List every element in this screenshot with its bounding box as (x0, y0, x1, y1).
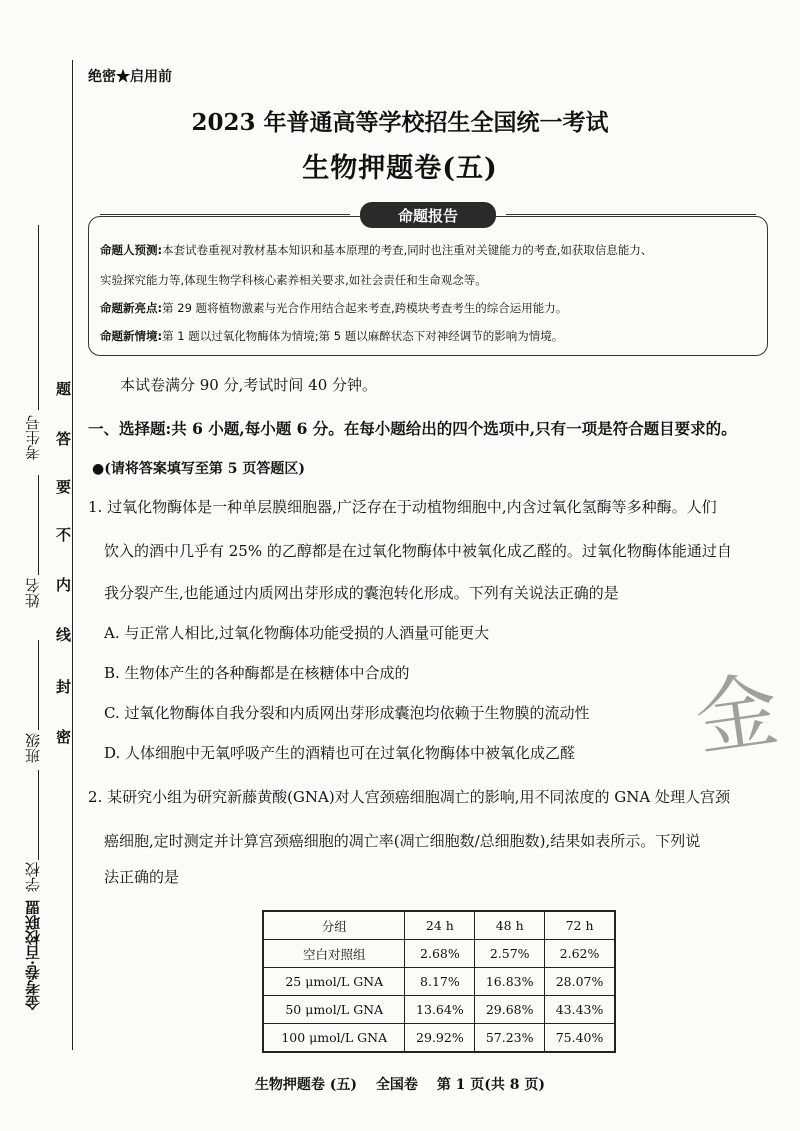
report-tab-label: 命题报告 (397, 206, 458, 225)
exam-title: 2023 年普通高等学校招生全国统一考试 (191, 109, 609, 136)
q1-option-c: C. 过氧化物酶体自我分裂和内质网出芽形成囊泡均依赖于生物膜的流动性 (104, 704, 590, 722)
report-text: 第 1 题以过氧化物酶体为情境;第 5 题以麻醉状态下对神经调节的影响为情境。 (162, 329, 564, 343)
table-row (263, 996, 615, 1024)
report-line-prediction (100, 242, 652, 258)
name-label: 姓名 (24, 578, 42, 608)
table-row (263, 1024, 615, 1053)
class-fill-line[interactable] (38, 640, 39, 730)
union-name: 金考卷·百校联盟 (24, 900, 42, 1011)
table-header-cell: 分组 (263, 911, 405, 940)
table-cell: 29.92% (405, 1024, 475, 1053)
report-line-prediction-cont (100, 272, 487, 288)
table-cell: 2.57% (475, 940, 545, 968)
table-row (263, 940, 615, 968)
table-cell: 100 μmol/L GNA (263, 1024, 405, 1053)
table-cell: 75.40% (545, 1024, 615, 1053)
table-cell: 2.62% (545, 940, 615, 968)
seal-char: 题 (56, 380, 72, 398)
class-label: 班级 (24, 733, 42, 763)
table-header-cell: 72 h (545, 911, 615, 940)
table-row (263, 968, 615, 996)
seal-char: 答 (56, 430, 72, 448)
q1-stem-line3: 我分裂产生,也能通过内质网出芽形成的囊泡转化形成。下列有关说法正确的是 (104, 584, 619, 602)
report-text: 实验探究能力等,体现生物学科核心素养相关要求,如社会责任和生命观念等。 (100, 273, 487, 287)
table-header-row (263, 911, 615, 940)
page-footer (0, 1074, 800, 1094)
paper-title: 生物押题卷(五) (302, 153, 498, 184)
q2-stem-line3: 法正确的是 (104, 868, 180, 886)
report-tab-rule-left (100, 214, 350, 215)
table-cell: 16.83% (475, 968, 545, 996)
seal-char: 不 (56, 526, 72, 544)
answer-note: ●(请将答案填写至第 5 页答题区) (92, 461, 305, 477)
table-cell: 57.23% (475, 1024, 545, 1053)
report-tab-rule-right (506, 214, 756, 215)
footer-scope: 全国卷 (375, 1077, 418, 1093)
section-heading: 一、选择题:共 6 小题,每小题 6 分。在每小题给出的四个选项中,只有一项是符合题目要求的。 (88, 419, 737, 438)
q2-stem-line1: 2. 某研究小组为研究新藤黄酸(GNA)对人宫颈癌细胞凋亡的影响,用不同浓度的 GNA 处理人宫颈 (88, 788, 730, 806)
q1-stem-line1: 1. 过氧化物酶体是一种单层膜细胞器,广泛存在于动植物细胞中,内含过氧化氢酶等多种酶。人们 (88, 498, 717, 516)
school-fill-line[interactable] (38, 770, 39, 860)
table-header-cell: 24 h (405, 911, 475, 940)
table-cell: 43.43% (545, 996, 615, 1024)
table-cell: 28.07% (545, 968, 615, 996)
seal-char: 密 (56, 728, 72, 746)
seal-char: 线 (56, 626, 72, 644)
exam-info: 本试卷满分 90 分,考试时间 40 分钟。 (120, 376, 378, 394)
table-cell: 29.68% (475, 996, 545, 1024)
gna-apoptosis-table (262, 910, 616, 1053)
student-no-fill-line[interactable] (38, 225, 39, 410)
q1-stem-line2: 饮入的酒中几乎有 25% 的乙醇都是在过氧化物酶体中被氧化成乙醛的。过氧化物酶体能通过自 (104, 542, 732, 560)
report-label: 命题新情境: (100, 329, 163, 343)
report-label: 命题人预测: (100, 243, 163, 257)
seal-char: 要 (56, 478, 72, 496)
report-text: 第 29 题将植物激素与光合作用结合起来考查,跨模块考查考生的综合运用能力。 (162, 301, 568, 315)
student-no-label: 考生号 (24, 415, 42, 460)
seal-char: 封 (56, 678, 72, 696)
table-cell: 8.17% (405, 968, 475, 996)
report-text: 本套试卷重视对教材基本知识和基本原理的考查,同时也注重对关键能力的考查,如获取信息能力、 (162, 243, 653, 257)
report-label: 命题新亮点: (100, 301, 163, 315)
report-line-context (100, 328, 563, 344)
report-tab (360, 202, 496, 228)
footer-subject: 生物押题卷 (五) (254, 1077, 358, 1093)
q1-option-d: D. 人体细胞中无氧呼吸产生的酒精也可在过氧化物酶体中被氧化成乙醛 (104, 744, 576, 762)
table-header-cell: 48 h (475, 911, 545, 940)
school-label: 学校 (24, 862, 42, 892)
table-cell: 25 μmol/L GNA (263, 968, 405, 996)
watermark-logo: 金 (689, 662, 785, 769)
table-cell: 13.64% (405, 996, 475, 1024)
q2-stem-line2: 癌细胞,定时测定并计算宫颈癌细胞的凋亡率(凋亡细胞数/总细胞数),结果如表所示。下列说 (104, 832, 701, 850)
table-cell: 2.68% (405, 940, 475, 968)
q1-option-b: B. 生物体产生的各种酶都是在核糖体中合成的 (104, 664, 410, 682)
seal-char: 内 (56, 576, 72, 594)
table-cell: 空白对照组 (263, 940, 405, 968)
binding-line (72, 60, 73, 1050)
table-cell: 50 μmol/L GNA (263, 996, 405, 1024)
report-line-highlight (100, 300, 567, 316)
secret-label: 绝密★启用前 (88, 69, 172, 85)
name-fill-line[interactable] (38, 475, 39, 575)
q1-option-a: A. 与正常人相比,过氧化物酶体功能受损的人酒量可能更大 (104, 624, 490, 642)
footer-page: 第 1 页(共 8 页) (436, 1077, 546, 1093)
